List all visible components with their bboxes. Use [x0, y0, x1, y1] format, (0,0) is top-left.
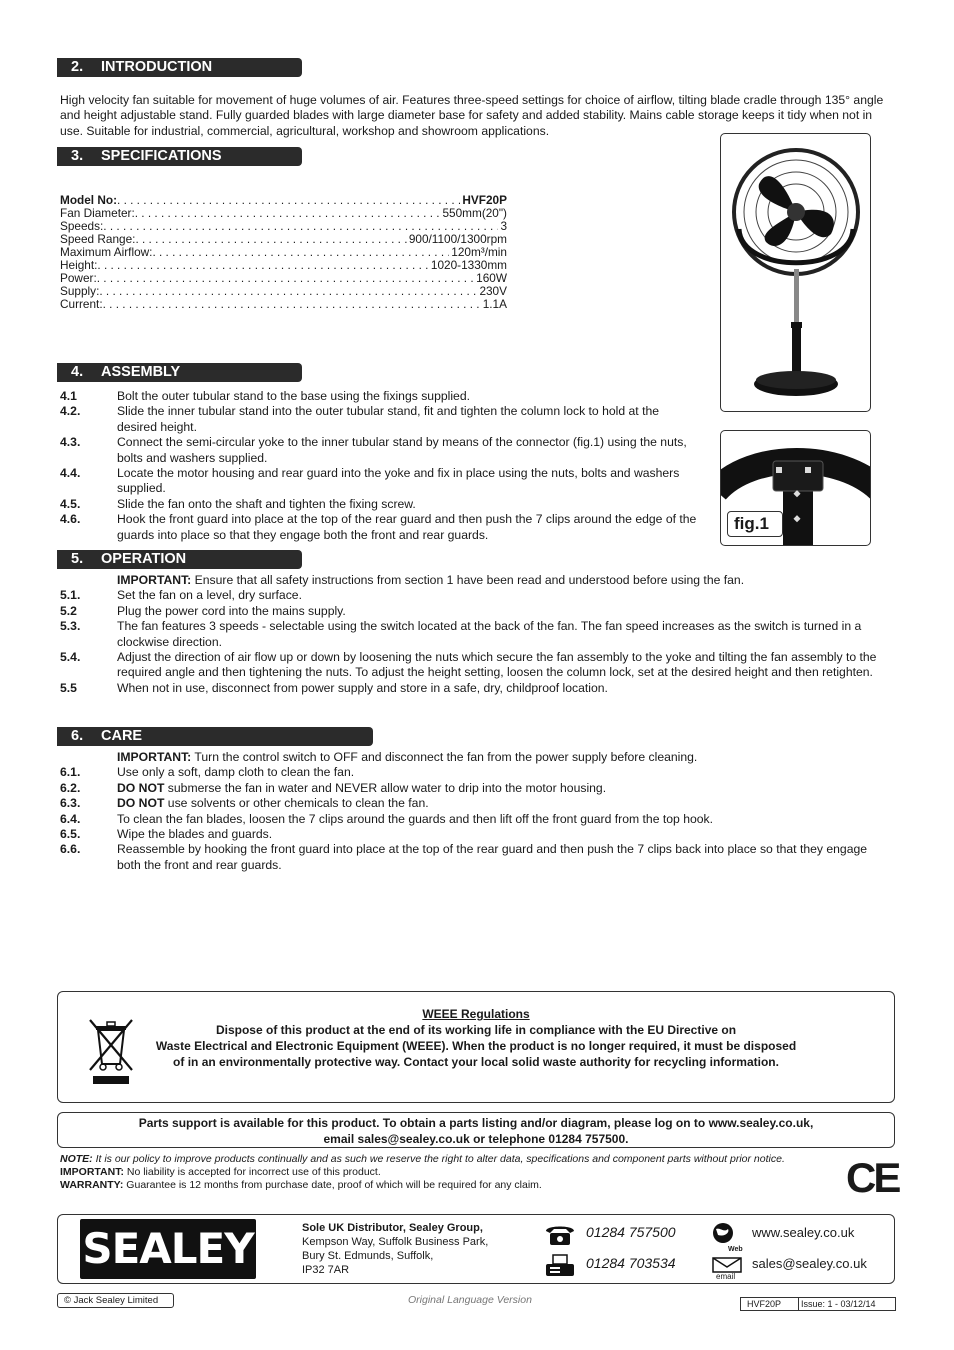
spec-value: 230V [479, 285, 507, 298]
step-body: Bolt the outer tubular stand to the base using the fixings supplied. [117, 389, 470, 403]
address-line-1: Kempson Way, Suffolk Business Park, [302, 1236, 489, 1248]
step-body: Wipe the blades and guards. [117, 827, 273, 842]
step-text [117, 781, 894, 796]
spec-row [60, 233, 507, 246]
email-link[interactable]: sales@sealey.co.uk [752, 1256, 867, 1271]
step-emphasis: DO NOT [117, 780, 165, 795]
step-body: Connect the semi-circular yoke to the inner tubular stand by means of the connector (fig.1) using the nuts, bolts and washers supplied. [117, 435, 687, 465]
step-text [117, 466, 700, 497]
step-body: The fan features 3 speeds - selectable using the switch located at the back of the fan. The fan speed increases as the switch is turned in a clockwise direction. [117, 619, 862, 649]
warranty-label: WARRANTY: [60, 1179, 124, 1191]
spec-leader [152, 246, 449, 259]
section-number: 3. [71, 148, 84, 164]
step-text [117, 796, 894, 811]
spec-value: 550mm(20") [442, 207, 507, 220]
step-number: 4.4. [60, 466, 81, 481]
step-text [117, 842, 894, 873]
step-number: 4.1 [60, 389, 77, 403]
pedestal-fan-illustration [721, 134, 871, 412]
step-text [117, 512, 700, 543]
important-note-line [60, 1166, 820, 1179]
section-header-operation [57, 550, 302, 569]
step-item [60, 497, 700, 512]
spec-row [60, 259, 507, 272]
notes-block [60, 1153, 820, 1192]
spec-key: Speeds: [60, 220, 104, 233]
web-icon-label: Web [728, 1246, 743, 1253]
step-number: 4.3. [60, 435, 81, 450]
step-body: Slide the fan onto the shaft and tighten the fixing screw. [117, 496, 416, 511]
model-code: HVF20P [741, 1298, 799, 1310]
spec-row [60, 246, 507, 259]
spec-row [60, 272, 507, 285]
section-title: INTRODUCTION [101, 59, 213, 75]
spec-value: 160W [476, 272, 507, 285]
spec-key: Fan Diameter: [60, 207, 135, 220]
step-item [60, 619, 894, 650]
fax-icon [544, 1253, 576, 1279]
step-number: 6.4. [60, 811, 81, 826]
step-text [117, 765, 894, 780]
step-body: Set the fan on a level, dry surface. [117, 588, 302, 603]
step-text [117, 812, 894, 827]
spec-row [60, 194, 507, 207]
step-text [117, 497, 700, 512]
step-number: 6.2. [60, 780, 81, 795]
step-body: Adjust the direction of air flow up or down by loosening the nuts which secure the fan assembly to the yoke and tilting the fan assembly to the required angle and then tightening the nuts. To adjust the height setting, loosen the column lock, set at the desired height and then retighten. [117, 650, 877, 680]
step-text [117, 389, 700, 404]
address-line-2: Bury St. Edmunds, Suffolk, [302, 1250, 434, 1262]
step-item [60, 435, 700, 466]
step-item [60, 389, 700, 404]
fax-number: 01284 703534 [586, 1255, 676, 1271]
step-number: 6.5. [60, 827, 81, 842]
weee-box [57, 991, 895, 1103]
spec-key: Current: [60, 298, 103, 311]
spec-value: HVF20P [462, 194, 507, 207]
spec-leader [135, 233, 406, 246]
spec-leader [99, 285, 477, 298]
spec-leader [103, 298, 481, 311]
spec-key: Power: [60, 272, 97, 285]
important-label: IMPORTANT: [117, 750, 192, 764]
operation-important [60, 573, 894, 588]
weee-line-1: Dispose of this product at the end of its working life in compliance with the EU Directive on [215, 1023, 737, 1037]
spec-value: 900/1100/1300rpm [408, 233, 507, 246]
section-title: OPERATION [101, 551, 187, 567]
step-item [60, 404, 700, 435]
ce-mark: CE [846, 1154, 899, 1201]
section-number: 4. [71, 364, 84, 380]
spec-leader [117, 194, 460, 207]
step-text [117, 435, 700, 466]
step-number: 6.6. [60, 842, 81, 857]
copyright-box: © Jack Sealey Limited [57, 1293, 174, 1308]
step-number: 4.2. [60, 404, 81, 419]
step-text [117, 650, 894, 681]
weee-line-2: Waste Electrical and Electronic Equipment (WEEE). When the product is no longer required, it must be disposed [155, 1039, 797, 1053]
section-header-care [57, 727, 373, 746]
step-item [60, 604, 894, 619]
weee-line-3: of in an environmentally protective way. Contact your local solid waste authority for recycling information. [173, 1055, 779, 1069]
footer-box [57, 1214, 895, 1284]
section-number: 5. [71, 551, 84, 567]
step-number: 6.1. [60, 765, 81, 780]
step-text [117, 604, 894, 619]
spec-key: Maximum Airflow: [60, 246, 153, 259]
section-header-assembly [57, 363, 302, 382]
distributor-block [302, 1221, 488, 1277]
step-body: Use only a soft, damp cloth to clean the fan. [117, 765, 355, 780]
important-text: Ensure that all safety instructions from section 1 have been read and understood before using the fan. [191, 573, 745, 587]
step-item [60, 796, 894, 811]
section-title: ASSEMBLY [101, 364, 181, 380]
warranty-text: Guarantee is 12 months from purchase date, proof of which will be required for any claim. [123, 1179, 542, 1191]
step-item [60, 466, 700, 497]
model-issue-box [740, 1297, 896, 1311]
spec-leader [97, 259, 429, 272]
step-body: Locate the motor housing and rear guard into the yoke and fix in place using the nuts, bolts and washers supplied. [117, 466, 680, 496]
step-item [60, 512, 700, 543]
spec-key: Supply: [60, 285, 100, 298]
fig1-label: fig.1 [727, 511, 783, 537]
spec-leader [103, 220, 498, 233]
spec-row [60, 207, 507, 220]
step-body: Plug the power cord into the mains supply. [117, 603, 346, 618]
language-version: Original Language Version [408, 1294, 532, 1306]
important-text: No liability is accepted for incorrect use of this product. [123, 1166, 381, 1178]
step-text [117, 404, 700, 435]
important-text: Turn the control switch to OFF and disconnect the fan from the power supply before cleaning. [191, 750, 698, 764]
step-body: submerse the fan in water and NEVER allow water to drip into the motor housing. [164, 780, 607, 795]
step-text [117, 588, 894, 603]
telephone-icon [544, 1223, 576, 1247]
step-body: use solvents or other chemicals to clean the fan. [164, 796, 429, 811]
section-title: CARE [101, 728, 143, 744]
spec-leader [97, 272, 474, 285]
parts-line-1: Parts support is available for this product. To obtain a parts listing and/or diagram, please log on to www.sealey.co.uk, [138, 1116, 814, 1130]
step-text [117, 827, 894, 842]
section-number: 2. [71, 59, 84, 75]
spec-table [60, 194, 507, 311]
step-number: 5.2 [60, 603, 77, 618]
parts-support-box [57, 1112, 895, 1148]
step-number: 5.5 [60, 680, 77, 695]
section-header-specifications [57, 147, 302, 166]
step-body: When not in use, disconnect from power supply and store in a safe, dry, childproof location. [117, 680, 608, 695]
step-item [60, 650, 894, 681]
email-icon-label: email [716, 1272, 736, 1281]
spec-value: 1020-1330mm [430, 259, 507, 272]
introduction-text: High velocity fan suitable for movement of huge volumes of air. Features three-speed settings for choice of airflow, tilting blade cradle through 135° angle and height adjustable stand. Fully guarded blades with large diameter base for safety and added stability. Mains cable storage keeps it tidy when not in use. Suitable for industrial, commercial, agricultural, workshop and showroom applications. [60, 93, 884, 138]
parts-line-2: email sales@sealey.co.uk or telephone 01284 757500. [323, 1132, 629, 1146]
operation-block [60, 573, 894, 696]
step-item [60, 765, 894, 780]
step-body: To clean the fan blades, loosen the 7 clips around the guards and then lift off the front guard from the top hook. [117, 811, 714, 826]
care-steps [60, 765, 894, 873]
step-number: 5.4. [60, 650, 81, 665]
spec-value: 1.1A [482, 298, 507, 311]
step-number: 5.3. [60, 619, 81, 634]
step-text [117, 619, 894, 650]
spec-row [60, 220, 507, 233]
step-number: 4.5. [60, 496, 81, 511]
care-important [60, 750, 894, 765]
important-label: IMPORTANT: [60, 1166, 124, 1178]
section-title: SPECIFICATIONS [101, 148, 222, 164]
fig1-image [720, 430, 871, 546]
section-number: 6. [71, 728, 84, 744]
note-text: It is our policy to improve products continually and as such we reserve the right to alter data, specifications and component parts without prior notice. [92, 1153, 785, 1165]
step-body: Slide the inner tubular stand into the outer tubular stand, fit and tighten the column lock to hold at the desired height. [117, 404, 660, 434]
website-link[interactable]: www.sealey.co.uk [752, 1225, 855, 1240]
step-number: 6.3. [60, 796, 81, 811]
step-emphasis: DO NOT [117, 796, 165, 811]
important-label: IMPORTANT: [117, 573, 192, 587]
step-body: Hook the front guard into place at the top of the rear guard and then push the 7 clips around the edge of the guards into place so that they engage both the front and rear guards. [117, 512, 697, 542]
step-item [60, 781, 894, 796]
phone-number[interactable]: 01284 757500 [586, 1224, 676, 1240]
step-item [60, 812, 894, 827]
sealey-logo: SEALEY [80, 1219, 256, 1279]
step-item [60, 588, 894, 603]
step-item [60, 842, 894, 873]
spec-row [60, 285, 507, 298]
step-number: 5.1. [60, 588, 81, 603]
step-text [117, 681, 894, 696]
assembly-steps [60, 389, 700, 543]
spec-value: 3 [500, 220, 507, 233]
spec-key: Speed Range: [60, 233, 136, 246]
step-number: 4.6. [60, 512, 81, 527]
section-header-introduction [57, 58, 302, 77]
note-line [60, 1153, 820, 1166]
weee-title: WEEE Regulations [422, 1007, 530, 1021]
spec-value: 120m³/min [451, 246, 507, 259]
issue-date: Issue: 1 - 03/12/14 [801, 1299, 876, 1309]
step-body: Reassemble by hooking the front guard into place at the top of the rear guard and then push the 7 clips back into place so that they engage both the front and rear guards. [117, 842, 868, 872]
step-item [60, 827, 894, 842]
address-line-3: IP32 7AR [302, 1264, 350, 1276]
spec-leader [135, 207, 441, 220]
distributor-title: Sole UK Distributor, Sealey Group, [302, 1222, 483, 1234]
fan-image [720, 133, 871, 412]
step-item [60, 681, 894, 696]
note-label: NOTE: [60, 1153, 93, 1165]
spec-row [60, 298, 507, 311]
spec-key: Model No: [60, 194, 118, 207]
spec-key: Height: [60, 259, 98, 272]
care-block [60, 750, 894, 873]
operation-steps [60, 588, 894, 696]
warranty-line [60, 1179, 820, 1192]
